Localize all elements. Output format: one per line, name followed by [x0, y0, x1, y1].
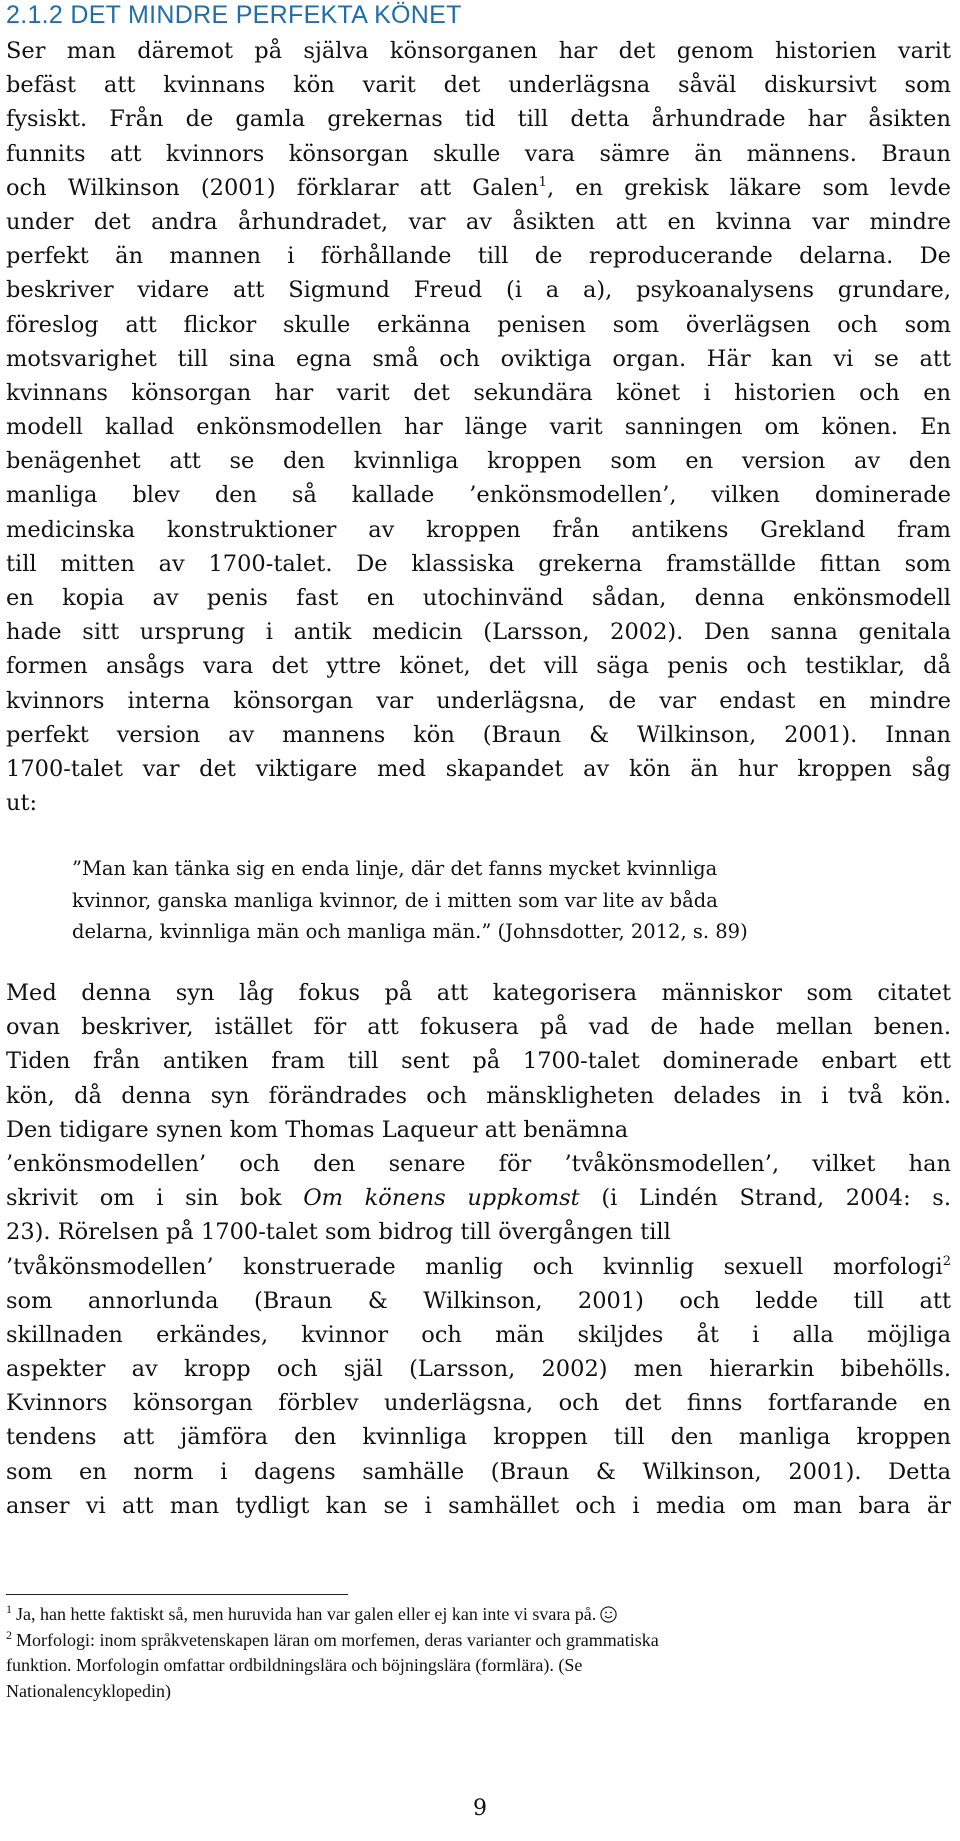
- text-line: Kvinnors könsorgan förblev underlägsna, och det finns fortfarande en: [6, 1390, 951, 1417]
- text-line: formen ansågs vara det yttre könet, det vill säga penis och testiklar, då: [6, 653, 951, 680]
- text-line: Tiden från antiken fram till sent på 1700-talet dominerade enbart ett: [6, 1048, 951, 1075]
- footnote-2: [6, 1628, 951, 1654]
- text-segment: , en grekisk läkare som levde: [546, 174, 951, 201]
- footnote-text: Morfologi: inom språkvetenskapen läran om morfemen, deras varianter och grammatiska: [16, 1629, 659, 1650]
- quote-line: delarna, kvinnliga män och manliga män.” (Johnsdotter, 2012, s. 89): [72, 920, 748, 943]
- footnote-2-continued: funktion. Morfologin omfattar ordbildningslära och böjningslära (formlära). (Se: [6, 1655, 583, 1675]
- footnote-number: 1: [6, 1602, 12, 1616]
- text-line: kvinnors interna könsorgan var underlägsna, de var endast en mindre: [6, 687, 951, 714]
- text-segment: (i Lindén Strand, 2004: s.: [579, 1185, 951, 1212]
- quote-line: kvinnor, ganska manliga kvinnor, de i mitten som var lite av båda: [72, 888, 718, 912]
- text-line: Med denna syn låg fokus på att kategorisera människor som citatet: [6, 980, 951, 1006]
- section-heading: 2.1.2 DET MINDRE PERFEKTA KÖNET: [6, 1, 462, 29]
- second-paragraph: [6, 976, 951, 1523]
- text-line: befäst att kvinnans kön varit det underlägsna såväl diskursivt som: [6, 72, 951, 99]
- text-line: tendens att jämföra den kvinnliga kroppen till den manliga kroppen: [6, 1424, 951, 1451]
- footnote-1: [6, 1602, 951, 1628]
- text-line: Ser man däremot på själva könsorganen har det genom historien varit: [6, 38, 951, 64]
- text-line: fysiskt. Från de gamla grekernas tid till detta århundrade har åsikten: [6, 106, 951, 133]
- text-line: ovan beskriver, istället för att fokusera på vad de hade mellan benen.: [6, 1014, 951, 1041]
- block-quote: [72, 853, 872, 948]
- footnote-reference-1[interactable]: 1: [538, 174, 547, 190]
- text-line: benägenhet att se den kvinnliga kroppen som en version av den: [6, 448, 951, 475]
- footnote-2-continued: Nationalencyklopedin): [6, 1680, 171, 1701]
- text-line: ut:: [6, 790, 38, 817]
- text-line: under det andra århundradet, var av åsikten att en kvinna var mindre: [6, 208, 951, 235]
- footnote-separator: [6, 1594, 348, 1595]
- footnote-number: 2: [6, 1627, 12, 1642]
- text-line: ’enkönsmodellen’ och den senare för ’tvåkönsmodellen’, vilket han: [6, 1150, 951, 1177]
- text-line: motsvarighet till sina egna små och oviktiga organ. Här kan vi se att: [6, 345, 951, 372]
- text-line: kvinnans könsorgan har varit det sekundära könet i historien och en: [6, 379, 951, 406]
- text-line: funnits att kvinnors könsorgan skulle vara sämre än männens. Braun: [6, 140, 951, 167]
- text-line: perfekt version av mannens kön (Braun & Wilkinson, 2001). Innan: [6, 721, 951, 748]
- text-line: beskriver vidare att Sigmund Freud (i a a), psykoanalysens grundare,: [6, 277, 951, 304]
- text-line: skillnaden erkändes, kvinnor och män skiljdes åt i alla möjliga: [6, 1321, 951, 1348]
- text-line: medicinska konstruktioner av kroppen från antikens Grekland fram: [6, 516, 951, 543]
- text-line: som en norm i dagens samhälle (Braun & Wilkinson, 2001). Detta: [6, 1458, 951, 1485]
- text-line: [6, 171, 951, 205]
- text-segment: skrivit om i sin bok: [6, 1185, 304, 1212]
- footnotes: [6, 1602, 951, 1704]
- text-line: 23). Rörelsen på 1700-talet som bidrog till övergången till: [6, 1219, 671, 1246]
- footnote-text: Ja, han hette faktiskt så, men huruvida han var galen eller ej kan inte vi svara på.: [16, 1604, 597, 1624]
- footnote-reference-2[interactable]: 2: [942, 1253, 951, 1269]
- text-line: modell kallad enkönsmodellen har länge varit sanningen om könen. En: [6, 414, 951, 441]
- text-line: Den tidigare synen kom Thomas Laqueur att benämna: [6, 1116, 629, 1143]
- text-line: föreslog att flickor skulle erkänna penisen som överlägsen och som: [6, 311, 951, 338]
- text-line: [6, 1181, 951, 1215]
- text-line: manliga blev den så kallade ’enkönsmodellen’, vilken dominerade: [6, 482, 951, 509]
- text-line: kön, då denna syn förändrades och mänskligheten delades in i två kön.: [6, 1082, 951, 1109]
- text-line: hade sitt ursprung i antik medicin (Larsson, 2002). Den sanna genitala: [6, 619, 951, 646]
- page-number: 9: [473, 1796, 487, 1821]
- text-line: perfekt än mannen i förhållande till de reproducerande delarna. De: [6, 243, 951, 270]
- text-line: anser vi att man tydligt kan se i samhället och i media om man bara är: [6, 1492, 951, 1519]
- text-line: till mitten av 1700-talet. De klassiska grekerna framställde fittan som: [6, 550, 951, 577]
- text-line: en kopia av penis fast en utochinvänd sådan, denna enkönsmodell: [6, 585, 951, 611]
- main-paragraph: [6, 34, 951, 820]
- text-segment: ’tvåkönsmodellen’ konstruerade manlig och kvinnlig sexuell morfologi: [6, 1253, 943, 1280]
- text-line: 1700-talet var det viktigare med skapandet av kön än hur kroppen såg: [6, 755, 951, 782]
- text-segment: och Wilkinson (2001) förklarar att Galen: [6, 174, 539, 201]
- quote-line: ”Man kan tänka sig en enda linje, där det fanns mycket kvinnliga: [72, 857, 718, 880]
- smiley-icon: [600, 1606, 617, 1623]
- text-line: som annorlunda (Braun & Wilkinson, 2001) och ledde till att: [6, 1287, 951, 1314]
- text-line: aspekter av kropp och själ (Larsson, 2002) men hierarkin bibehölls.: [6, 1356, 951, 1383]
- text-line: [6, 1250, 951, 1284]
- book-title: Om könens uppkomst: [303, 1185, 580, 1212]
